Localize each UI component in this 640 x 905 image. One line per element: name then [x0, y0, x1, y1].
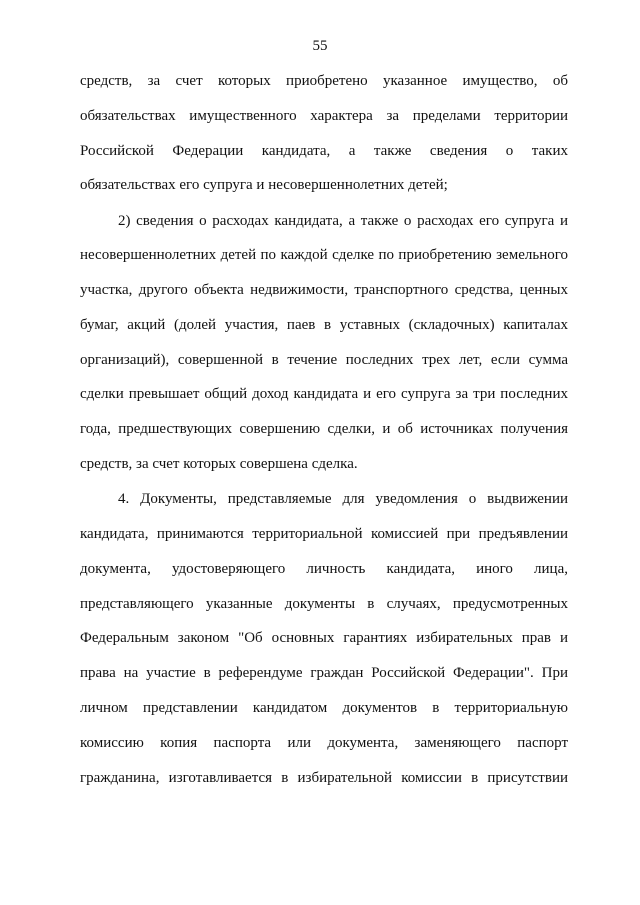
- text-line: обязательствах имущественного характера за пределами территории: [80, 108, 568, 124]
- text-line: 4. Документы, представляемые для уведомления о выдвижении: [118, 491, 568, 507]
- text-line: представляющего указанные документы в случаях, предусмотренных: [80, 596, 568, 612]
- text-line: комиссию копия паспорта или документа, заменяющего паспорт: [80, 735, 568, 751]
- page-number: 55: [312, 38, 328, 54]
- text-line: Федеральным законом "Об основных гарантиях избирательных прав и: [80, 630, 568, 646]
- text-line: средств, за счет которых совершена сделка.: [80, 456, 358, 472]
- text-line: кандидата, принимаются территориальной комиссией при предъявлении: [80, 526, 568, 542]
- text-line: участка, другого объекта недвижимости, транспортного средства, ценных: [80, 282, 568, 298]
- text-line: документа, удостоверяющего личность кандидата, иного лица,: [80, 561, 568, 577]
- text-line: сделки превышает общий доход кандидата и его супруга за три последних: [80, 386, 568, 402]
- text-line: организаций), совершенной в течение последних трех лет, если сумма: [80, 352, 568, 368]
- text-line: года, предшествующих совершению сделки, и об источниках получения: [80, 421, 568, 437]
- text-line: 2) сведения о расходах кандидата, а также о расходах его супруга и: [118, 213, 568, 229]
- text-line: несовершеннолетних детей по каждой сделке по приобретению земельного: [80, 247, 568, 263]
- text-line: обязательствах его супруга и несовершеннолетних детей;: [80, 177, 448, 193]
- text-line: права на участие в референдуме граждан Российской Федерации". При: [80, 665, 568, 681]
- text-line: личном представлении кандидатом документов в территориальную: [80, 700, 568, 716]
- text-line: Российской Федерации кандидата, а также сведения о таких: [80, 143, 568, 159]
- text-line: бумаг, акций (долей участия, паев в уставных (складочных) капиталах: [80, 317, 568, 333]
- text-line: гражданина, изготавливается в избирательной комиссии в присутствии: [80, 770, 568, 786]
- text-line: средств, за счет которых приобретено указанное имущество, об: [80, 73, 568, 89]
